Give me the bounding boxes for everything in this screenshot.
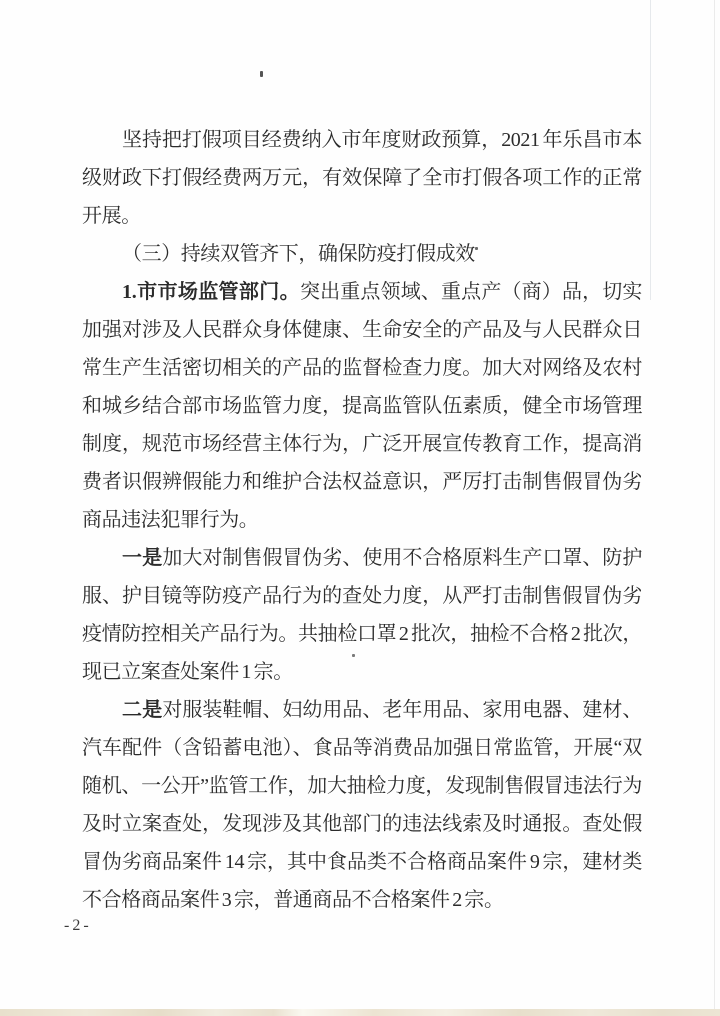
paragraph-lead: 二是 <box>122 699 163 721</box>
paragraph <box>82 273 642 539</box>
paragraph-text: （三）持续双管齐下，确保防疫打假成效 <box>122 243 475 265</box>
scan-speck <box>260 71 263 77</box>
page-number: -2- <box>64 917 92 934</box>
scan-line-right-edge <box>714 0 715 1016</box>
paragraph <box>82 121 642 235</box>
paragraph-lead: 一是 <box>122 547 163 569</box>
scan-line-vertical <box>650 0 651 300</box>
paragraph-lead: 1.市市场监管部门。 <box>122 281 300 303</box>
scan-edge-band <box>0 1009 720 1016</box>
paragraph <box>82 539 642 691</box>
paragraph-text: 坚持把打假项目经费纳入市年度财政预算，2021 年乐昌市本级财政下打假经费两万元，有效保障了全市打假各项工作的正常开展。 <box>82 129 642 227</box>
section-heading <box>82 235 642 273</box>
paragraph-text: 对服装鞋帽、妇幼用品、老年用品、家用电器、建材、汽车配件（含铅蓄电池）、食品等消费品加强日常监管，开展“双随机、一公开”监管工作，加大抽检力度，发现制售假冒违法行为及时立案查处，发现涉及其他部门的违法线索及时通报。查处假冒伪劣商品案件 14 宗，其中食品类不合格商品案件 9 宗，建材类不合格商品案件 3 宗，普通商品不合格案件 2 宗。 <box>82 699 642 911</box>
paragraph-text: 加大对制售假冒伪劣、使用不合格原料生产口罩、防护服、护目镜等防疫产品行为的查处力度，从严打击制售假冒伪劣疫情防控相关产品行为。共抽检口罩 2 批次，抽检不合格 2 批次，现已立案查处案件 1 宗。 <box>82 547 642 683</box>
paragraph <box>82 691 642 919</box>
paragraph-text: 突出重点领域、重点产（商）品，切实加强对涉及人民群众身体健康、生命安全的产品及与人民群众日常生产生活密切相关的产品的监督检查力度。加大对网络及农村和城乡结合部市场监管力度，提高监管队伍素质，健全市场管理制度，规范市场经营主体行为，广泛开展宣传教育工作，提高消费者识假辨假能力和维护合法权益意识，严厉打击制售假冒伪劣商品违法犯罪行为。 <box>82 281 642 531</box>
document-body <box>82 121 642 919</box>
